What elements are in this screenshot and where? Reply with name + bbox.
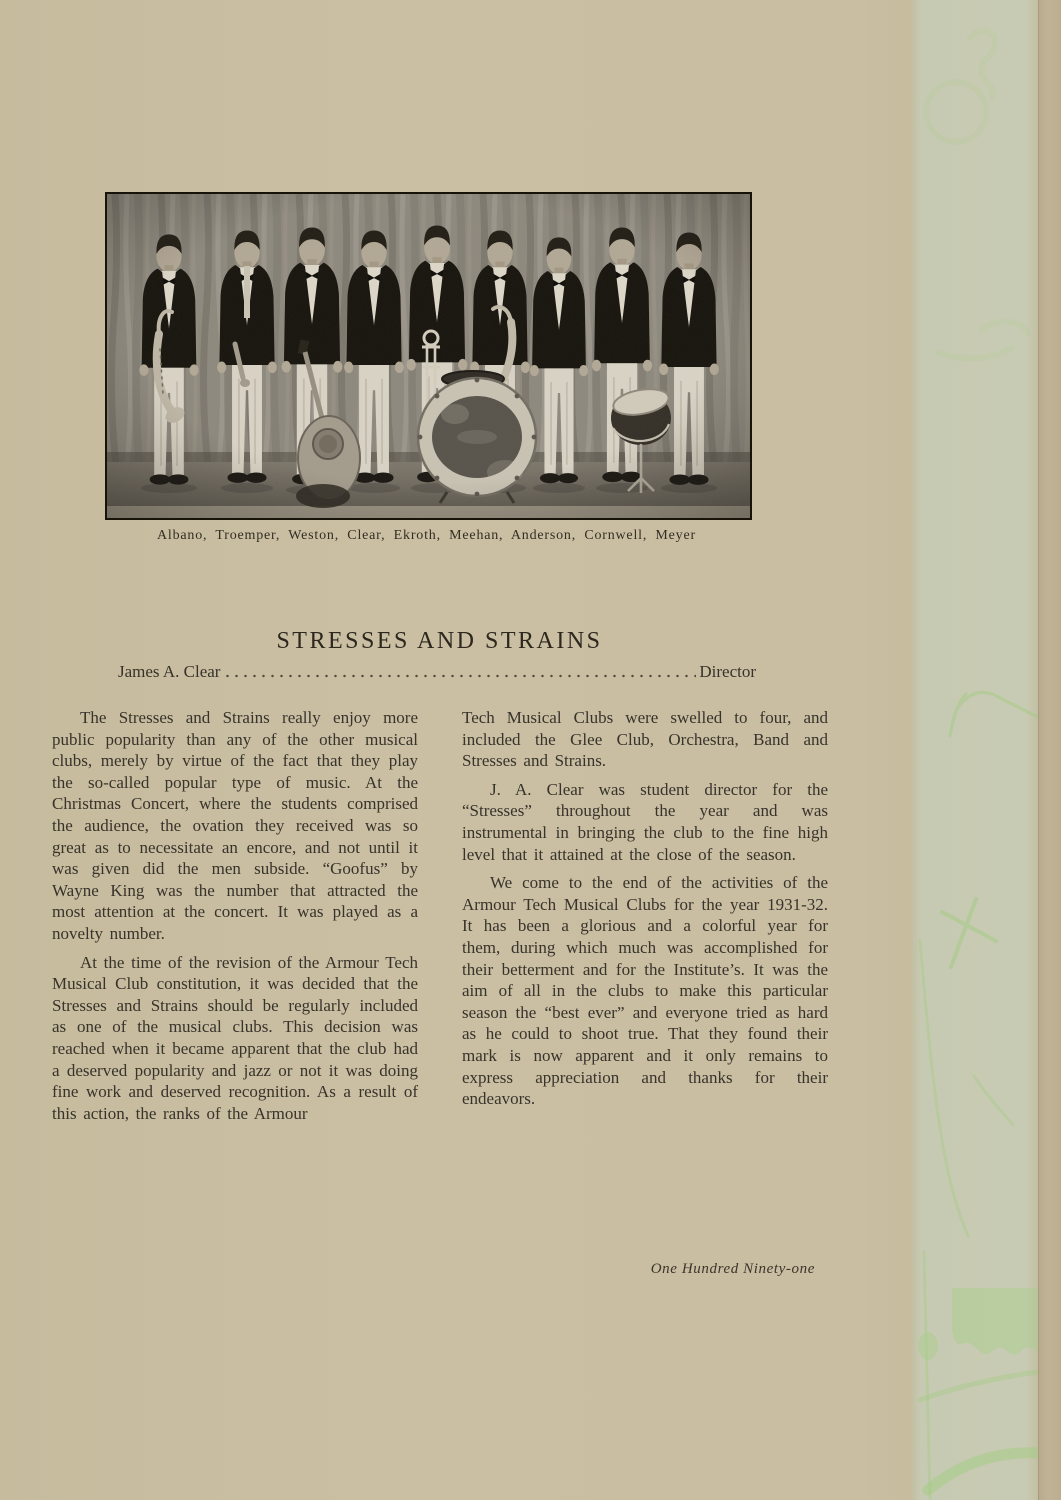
left-column xyxy=(52,707,418,1131)
paragraph: J. A. Clear was student director for the “Stresses” throughout the year and was instrumental in bringing the club to the fine high level that it attained at the close of the season. xyxy=(462,779,828,864)
band-photo xyxy=(105,192,752,520)
band-photo-illustration xyxy=(107,194,750,518)
paragraph: We come to the end of the activities of the Armour Tech Musical Clubs for the year 1931-32. It has been a glorious and a colorful year for them, during which much was accomplished for their betterment and for the Institute’s. It was the aim of all in the clubs to make this particular season the “best ever” and everyone tried as hard as he could to shoot true. That they found their mark is now apparent and it only remains to express appreciation and thanks for their endeavors. xyxy=(462,873,828,1109)
article-body xyxy=(52,707,829,1131)
photo-caption: Albano, Troemper, Weston, Clear, Ekroth, Meehan, Anderson, Cornwell, Meyer xyxy=(157,528,696,543)
green-showthrough-decoration xyxy=(912,0,1038,1500)
page-edge-strip xyxy=(1038,0,1061,1500)
director-name: James A. Clear xyxy=(118,662,221,681)
right-column xyxy=(462,707,828,1131)
paragraph: The Stresses and Strains really enjoy more public popularity than any of the other musical clubs, merely by virtue of the fact that they play the so-called popular type of music. At the Christmas Concert, where the students comprised the audience, the ovation they received was so great as to necessitate an encore, and not until it was given did the men subside. “Goofus” by Wayne King was the number that attracted the most attention at the concert. It was played as a novelty number. xyxy=(52,708,418,943)
director-credit-line xyxy=(118,662,756,682)
director-role: Director xyxy=(699,662,756,681)
page-title: STRESSES AND STRAINS xyxy=(276,628,603,655)
page-number: One Hundred Ninety-one xyxy=(650,1261,815,1277)
paragraph: At the time of the revision of the Armour Tech Musical Club constitution, it was decided that the Stresses and Strains should be regularly included as one of the musical clubs. This decision was reached when it became apparent that the club had a deserved popularity and jazz or not it was doing fine work and deserved recognition. As a result of this action, the ranks of the Armour xyxy=(52,952,418,1123)
dotted-leader xyxy=(223,673,696,679)
paragraph: Tech Musical Clubs were swelled to four, and included the Glee Club, Orchestra, Band and Stresses and Strains. xyxy=(462,708,828,771)
photo-grain xyxy=(107,194,750,518)
